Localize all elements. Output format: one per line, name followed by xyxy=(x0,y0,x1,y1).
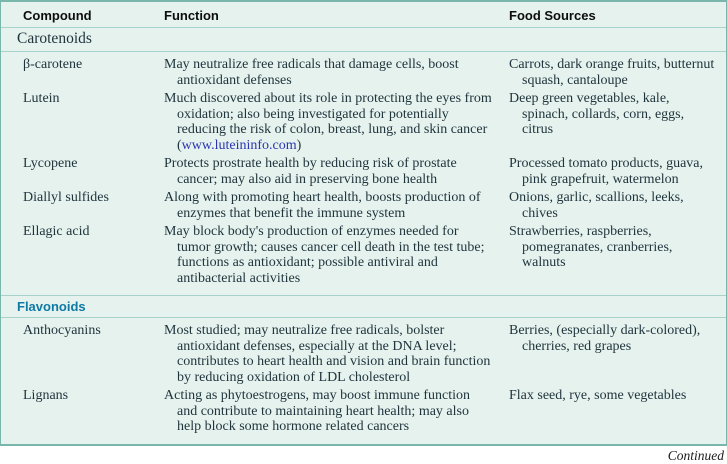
table-body xyxy=(1,28,726,444)
compound-cell: Ellagic acid xyxy=(23,224,90,239)
table-section xyxy=(1,28,726,295)
section-rows xyxy=(1,52,726,295)
function-text: May neutralize free radicals that damage cells, boost antioxidant defenses xyxy=(164,57,459,88)
function-cell xyxy=(164,388,509,435)
compound-cell: Lignans xyxy=(23,388,69,403)
table-row xyxy=(1,224,726,286)
table-section xyxy=(1,295,726,444)
function-text: May block body's production of enzymes needed for tumor growth; causes cancer cell death in the test tube; functions as antioxidant; possible antiviral and antibacterial activities xyxy=(164,224,485,286)
food-sources-cell: Carrots, dark orange fruits, butternut squash, cantaloupe xyxy=(509,57,715,88)
function-text: Along with promoting heart health, boosts production of enzymes that benefit the immune system xyxy=(164,190,481,221)
function-cell xyxy=(164,57,509,88)
column-header-compound: Compound xyxy=(23,8,92,23)
compound-cell: Diallyl sulfides xyxy=(23,190,109,205)
section-rows xyxy=(1,318,726,444)
compound-cell: Anthocyanins xyxy=(23,323,101,338)
function-text: Much discovered about its role in protecting the eyes from oxidation; also being investigated for potentially reducing the risk of colon, breast, lung, and skin cancer ( xyxy=(164,91,492,153)
function-cell xyxy=(164,190,509,221)
column-header-food-sources: Food Sources xyxy=(509,8,596,23)
table-row xyxy=(1,323,726,385)
table-row xyxy=(1,57,726,88)
food-sources-cell: Deep green vegetables, kale, spinach, collards, corn, eggs, citrus xyxy=(509,91,685,137)
function-cell xyxy=(164,224,509,286)
function-cell xyxy=(164,156,509,187)
function-cell xyxy=(164,91,509,153)
food-sources-cell: Berries, (especially dark-colored), cherries, red grapes xyxy=(509,323,701,354)
continued-label: Continued xyxy=(667,447,724,463)
compound-cell: Lycopene xyxy=(23,156,78,171)
compound-cell: Lutein xyxy=(23,91,60,106)
food-sources-cell: Flax seed, rye, some vegetables xyxy=(509,388,687,403)
food-sources-cell: Strawberries, raspberries, pomegranates, cranberries, walnuts xyxy=(509,224,673,270)
column-header-function: Function xyxy=(164,8,219,23)
table-header-row xyxy=(1,2,726,28)
function-text: Protects prostrate health by reducing risk of prostate cancer; may also aid in preserving bone health xyxy=(164,156,457,187)
function-text: ) xyxy=(296,137,302,153)
section-header: Carotenoids xyxy=(1,28,726,52)
function-text: Acting as phytoestrogens, may boost immune function and contribute to maintaining heart health; may also help block some hormone related cancers xyxy=(164,388,471,434)
food-sources-cell: Onions, garlic, scallions, leeks, chives xyxy=(509,190,684,221)
compound-cell: β-carotene xyxy=(23,57,83,72)
luteininfo-link[interactable]: www.luteininfo.com xyxy=(181,137,297,153)
section-header: Flavonoids xyxy=(1,295,726,318)
table-row xyxy=(1,156,726,187)
food-sources-cell: Processed tomato products, guava, pink grapefruit, watermelon xyxy=(509,156,704,187)
function-cell xyxy=(164,323,509,385)
table-row xyxy=(1,190,726,221)
table-row xyxy=(1,91,726,153)
function-text: Most studied; may neutralize free radicals, bolster antioxidant defenses, especially at the DNA level; contributes to heart health and vision and brain function by reducing oxidation of LDL cholesterol xyxy=(164,323,491,385)
table-row xyxy=(1,388,726,435)
